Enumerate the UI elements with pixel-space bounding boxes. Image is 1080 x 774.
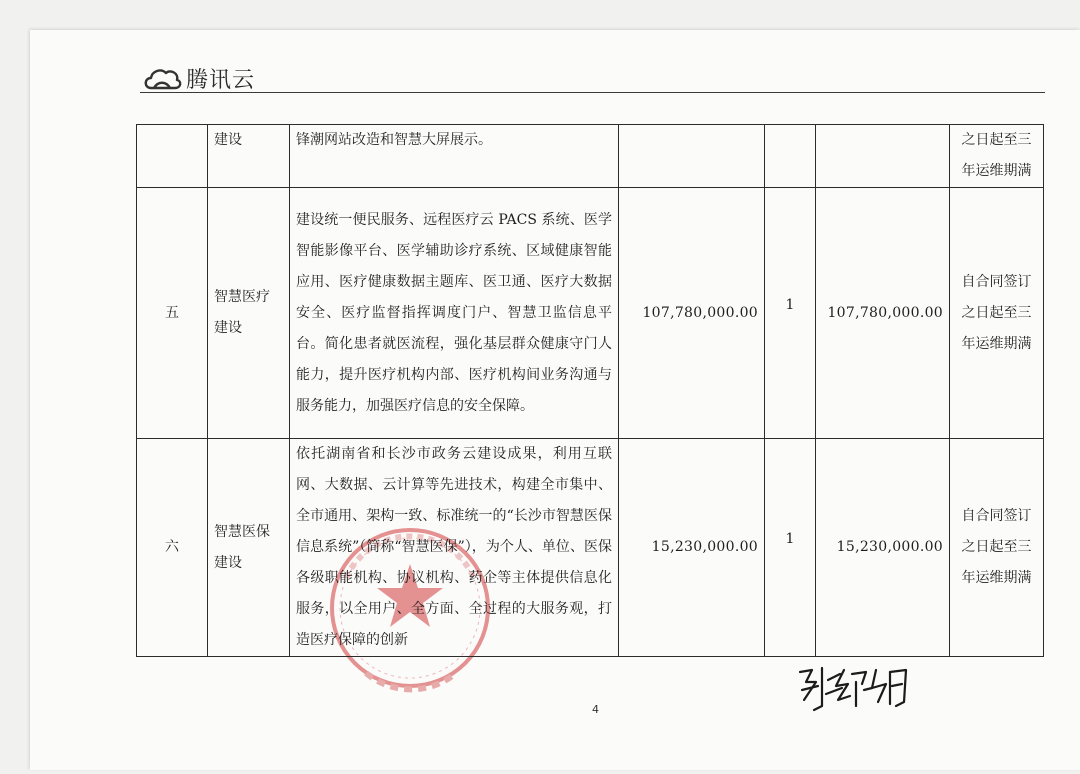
quantity-cell [765,125,816,188]
tencent-cloud-logo-icon [142,64,182,92]
item-number-cell: 六 [137,439,208,657]
item-category-cell: 智慧医保建设 [208,439,290,657]
table-row [137,125,1044,188]
service-period-cell: 之日起至三年运维期满 [950,125,1044,188]
brand-name: 腾讯云 [186,68,256,93]
page-number: 4 [592,703,599,716]
total-price-cell: 107,780,000.00 [816,188,950,439]
total-price-cell [816,125,950,188]
service-period-cell: 自合同签订之日起至三年运维期满 [950,188,1044,439]
handwritten-signature [792,660,917,720]
unit-price-cell [619,125,765,188]
page-header [140,62,1045,93]
item-description-cell: 依托湖南省和长沙市政务云建设成果，利用互联网、大数据、云计算等先进技术，构建全市集中、全市通用、架构一致、标准统一的“长沙市智慧医保信息系统”（简称“智慧医保”），为个人、单位、医保各级职能机构、协议机构、药企等主体提供信息化服务，以全用户、全方面、全过程的大服务观，打造医疗保障的创新 [290,439,619,657]
item-description-cell: 锋潮网站改造和智慧大屏展示。 [290,125,619,188]
service-period-cell: 自合同签订之日起至三年运维期满 [950,439,1044,657]
scan-edge-marks [0,420,30,770]
item-number-cell [137,125,208,188]
unit-price-cell: 107,780,000.00 [619,188,765,439]
total-price-cell: 15,230,000.00 [816,439,950,657]
quantity-cell [765,188,816,439]
item-description-cell: 建设统一便民服务、远程医疗云 PACS 系统、医学智能影像平台、医学辅助诊疗系统、区域健康智能应用、医疗健康数据主题库、医卫通、医疗大数据安全、医疗监督指挥调度门户、智慧卫监信息平台。简化患者就医流程，强化基层群众健康守门人能力，提升医疗机构内部、医疗机构间业务沟通与服务能力，加强医疗信息的安全保障。 [290,188,619,439]
quantity-value: 1 [785,296,795,313]
contract-items-table [136,124,1044,657]
quantity-value: 1 [785,531,795,547]
table-row [137,439,1044,657]
table-row [137,188,1044,439]
item-category-cell: 智慧医疗建设 [208,188,290,439]
item-category-cell: 建设 [208,125,290,188]
quantity-cell [765,439,816,657]
unit-price-cell: 15,230,000.00 [619,439,765,657]
item-number-cell: 五 [137,188,208,439]
